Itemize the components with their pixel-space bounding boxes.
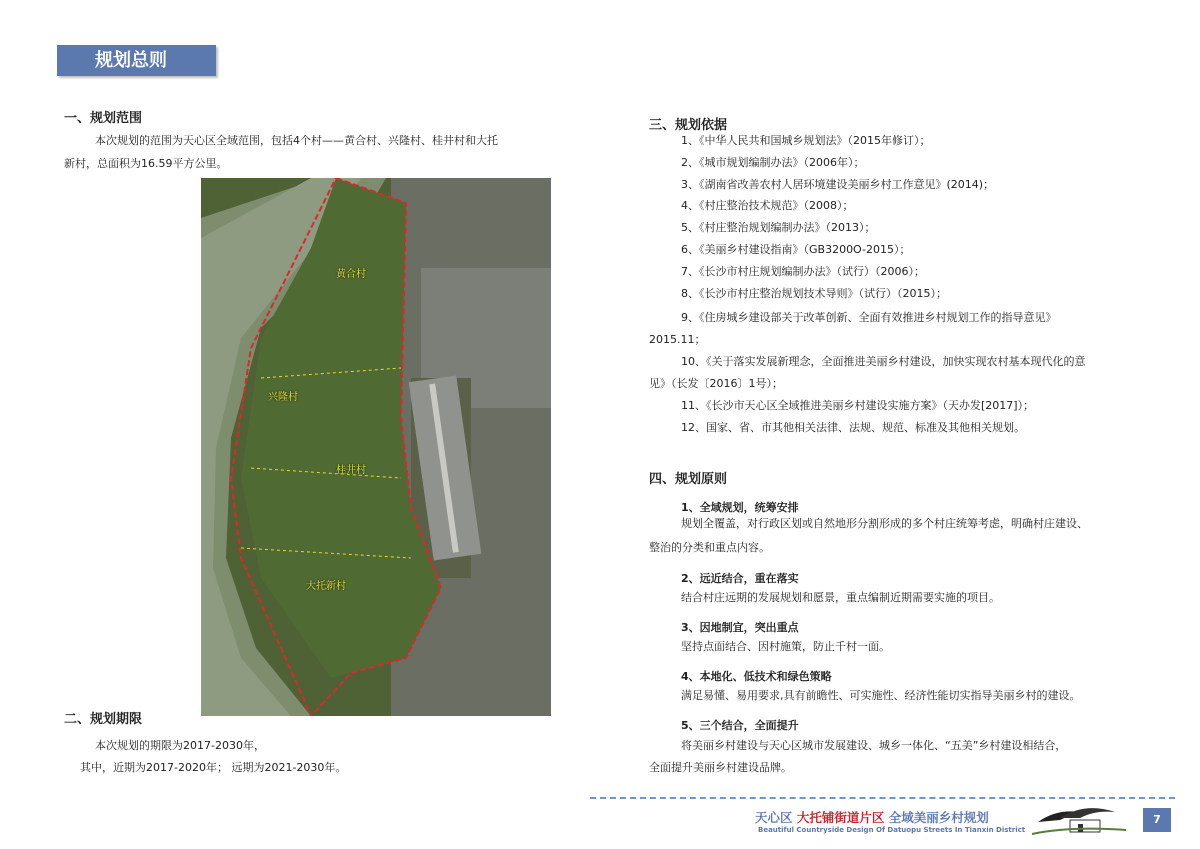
period-text-line1: 本次规划的期限为2017-2030年， [95,739,265,752]
principle-1-line2: 整治的分类和重点内容。 [649,541,770,554]
basis-item-11: 11、《长沙市天心区全域推进美丽乡村建设实施方案》（天办发[2017]）； [681,399,1035,412]
principles-heading: 四、规划原则 [649,472,728,487]
principle-3-line1: 坚持点面结合、因村施策，防止千村一面。 [681,640,890,653]
map-label-guijing: 桂井村 [336,465,366,476]
basis-item-10-line1: 10、《关于落实发展新理念，全面推进美丽乡村建设，加快实现农村基本现代化的意 [681,355,1086,368]
footer-title-district: 天心区 [755,810,797,825]
principle-1-line1: 规划全覆盖，对行政区划或自然地形分割形成的多个村庄统筹考虑，明确村庄建设、 [681,517,1088,530]
principle-1-title: 1、全域规划，统筹安排 [681,501,799,514]
basis-item-4: 4、《村庄整治技术规范》（2008）； [681,199,854,213]
principle-2-line1: 结合村庄远期的发展规划和愿景，重点编制近期需要实施的项目。 [681,591,1000,604]
basis-item-8: 8、《长沙市村庄整治规划技术导则》（试行）（2015）； [681,286,947,300]
footer-title [755,808,989,826]
basis-item-7: 7、《长沙市村庄规划编制办法》（试行）（2006）； [681,264,925,278]
principle-2-title: 2、远近结合，重在落实 [681,572,799,585]
principle-5-title: 5、三个结合，全面提升 [681,719,799,732]
basis-item-9-line1: 9、《住房城乡建设部关于改革创新、全面有效推进乡村规划工作的指导意见》 [681,311,1057,324]
scope-text-line1: 本次规划的范围为天心区全域范围，包括4个村——黄合村、兴隆村、桂井村和大托 [95,134,498,147]
basis-item-10-line2: 见》（长发〔2016〕1号）； [649,377,783,390]
principle-5-line2: 全面提升美丽乡村建设品牌。 [649,761,792,774]
principle-4-line1: 满足易懂、易用要求,具有前瞻性、可实施性、经济性能切实指导美丽乡村的建设。 [681,689,1081,702]
principle-3-title: 3、因地制宜，突出重点 [681,621,799,634]
satellite-map [201,178,551,716]
scope-text-line2: 新村，总面积为16.59平方公里。 [64,157,228,170]
page-number: 7 [1143,808,1171,832]
scope-heading: 一、规划范围 [64,111,143,126]
footer-divider [590,797,1175,799]
map-graphic [201,178,551,716]
footer-subtitle: Beautiful Countryside Design Of Datuopu Streets In Tianxin District [758,826,1026,834]
section-title: 规划总则 [95,50,167,71]
footer-title-area: 大托铺街道片区 [796,810,885,825]
map-label-huanghe: 黄合村 [336,269,366,280]
basis-item-3: 3、《湖南省改善农村人居环境建设美丽乡村工作意见》(2014)； [681,177,995,191]
basis-item-6: 6、《美丽乡村建设指南》（GB3200O-2015）； [681,242,911,256]
basis-item-1: 1、《中华人民共和国城乡规划法》（2015年修订）； [681,134,931,147]
village-logo-icon [1030,800,1130,840]
map-label-datuoxin: 大托新村 [306,581,346,592]
basis-item-5: 5、《村庄整治规划编制办法》（2013）； [681,221,876,235]
principle-4-title: 4、本地化、低技术和绿色策略 [681,670,832,683]
basis-heading: 三、规划依据 [649,118,728,133]
period-heading: 二、规划期限 [64,712,143,727]
map-label-xinglong: 兴隆村 [268,392,298,403]
period-text-line2: 其中，近期为2017-2020年； 远期为2021-2030年。 [80,761,347,774]
principle-5-line1: 将美丽乡村建设与天心区城市发展建设、城乡一体化、“五美”乡村建设相结合， [681,739,1067,752]
basis-item-9-line2: 2015.11； [649,333,706,346]
basis-item-12: 12、国家、省、市其他相关法律、法规、规范、标准及其他相关规划。 [681,421,1025,434]
footer-title-plan: 全域美丽乡村规划 [884,810,989,825]
basis-list [681,130,1101,304]
section-title-banner [57,45,216,76]
basis-item-2: 2、《城市规划编制办法》（2006年）； [681,155,865,169]
